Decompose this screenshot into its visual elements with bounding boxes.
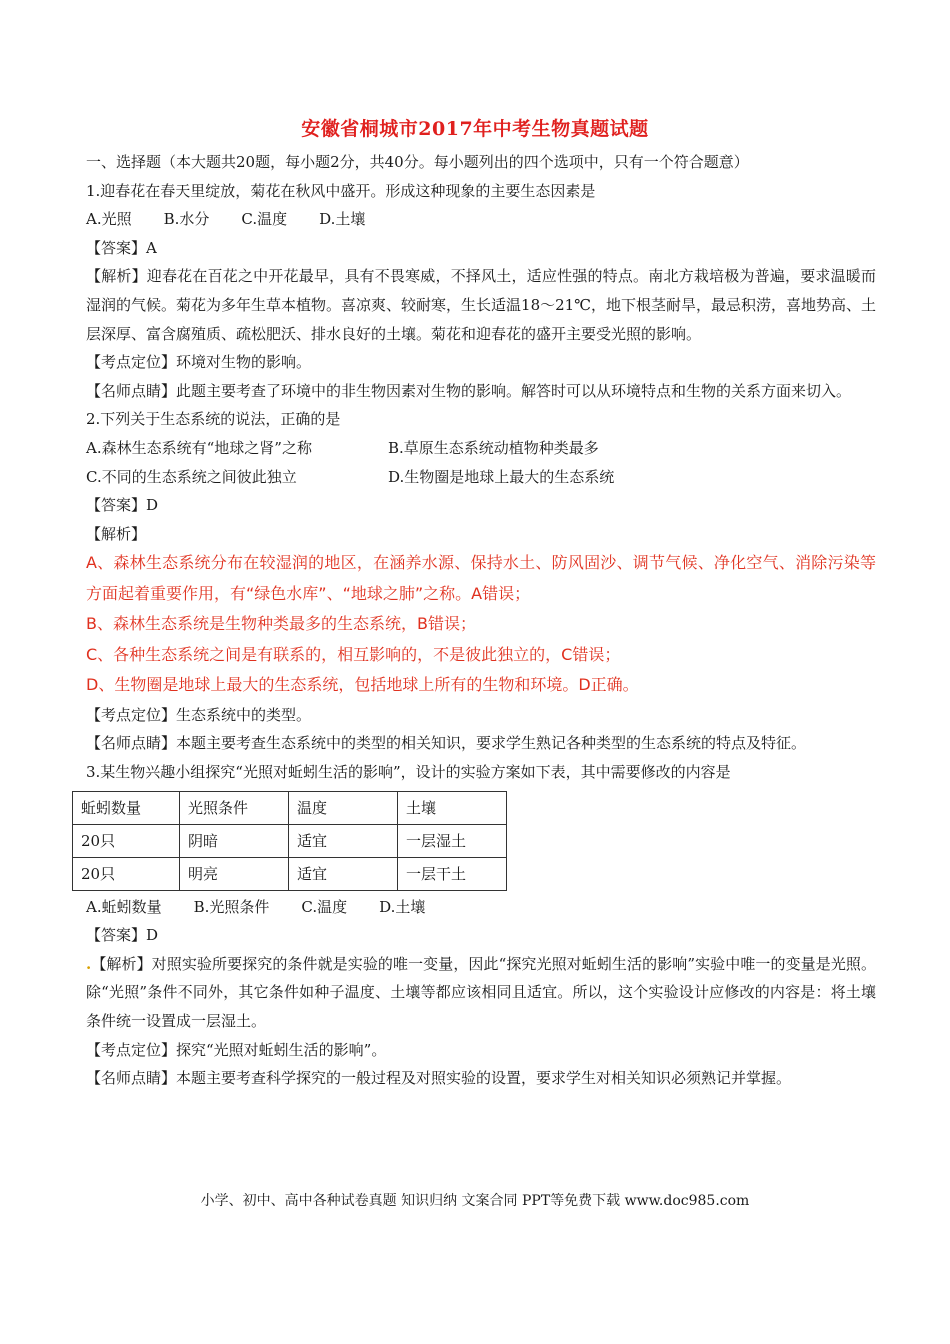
q1-stem: 1.迎春花在春天里绽放，菊花在秋风中盛开。形成这种现象的主要生态因素是: [86, 181, 596, 200]
q2-option-b: B.草原生态系统动植物种类最多: [388, 438, 599, 457]
table-cell: 明亮: [180, 857, 289, 890]
table-header-cell: 蚯蚓数量: [73, 791, 180, 824]
q1-point: 【考点定位】环境对生物的影响。: [86, 353, 312, 372]
q2-analysis-b: B、森林生态系统是生物种类最多的生态系统，B错误；: [86, 614, 476, 634]
q2-stem: 2.下列关于生态系统的说法，正确的是: [86, 410, 341, 429]
table-cell: 一层干土: [398, 857, 507, 890]
q2-answer: 【答案】D: [86, 496, 159, 515]
table-cell: 适宜: [289, 857, 398, 890]
section-heading: 一、选择题（本大题共20题，每小题2分，共40分。每小题列出的四个选项中，只有一个符合题意）: [86, 153, 749, 171]
q1-option-a: A.光照: [86, 210, 132, 229]
q3-stem: 3.某生物兴趣小组探究“光照对蚯蚓生活的影响”，设计的实验方案如下表，其中需要修改的内容是: [86, 763, 731, 781]
q2-analysis-label: 【解析】: [86, 524, 147, 543]
analysis-mark: .: [86, 954, 92, 973]
q2-option-a: A.森林生态系统有“地球之肾”之称: [86, 438, 312, 457]
page-footer: 小学、初中、高中各种试卷真题 知识归纳 文案合同 PPT等免费下载 www.doc985.com: [200, 1193, 750, 1209]
q1-analysis: 【解析】迎春花在百花之中开花最早，具有不畏寒威，不择风土，适应性强的特点。南北方栽培极为普遍，要求温暖而湿润的气候。菊花为多年生草本植物。喜凉爽、较耐寒，生长适温18～21℃，地下根茎耐旱，最忌积涝，喜地势高、土层深厚、富含腐殖质、疏松肥沃、排水良好的土壤。菊花和迎春花的盛开主要受光照的影响。: [86, 267, 876, 343]
q2-option-d: D.生物圈是地球上最大的生态系统: [388, 467, 615, 486]
document-title: 安徽省桐城市2017年中考生物真题试题: [301, 118, 649, 140]
table-cell: 一层湿土: [398, 824, 507, 857]
q2-analysis-d: D、生物圈是地球上最大的生态系统，包括地球上所有的生物和环境。D正确。: [86, 675, 639, 695]
q1-option-d: D.土壤: [319, 210, 366, 229]
q3-tip: 【名师点睛】本题主要考查科学探究的一般过程及对照实验的设置，要求学生对相关知识必须熟记并掌握。: [86, 1069, 792, 1088]
q3-analysis-text: 【解析】对照实验所要探究的条件就是实验的唯一变量，因此“探究光照对蚯蚓生活的影响”实验中唯一的变量是光照。除“光照”条件不同外，其它条件如种子温度、土壤等都应该相同且适宜。所以，这个实验设计应修改的内容是：将土壤条件统一设置成一层湿土。: [86, 954, 876, 1030]
table-cell: 20只: [73, 824, 180, 857]
q3-options: [86, 893, 876, 922]
q3-analysis: [86, 950, 876, 1036]
table-header-cell: 土壤: [398, 791, 507, 824]
q2-option-c: C.不同的生态系统之间彼此独立: [86, 467, 297, 486]
q3-option-d: D.土壤: [379, 897, 426, 916]
table-cell: 适宜: [289, 824, 398, 857]
table-cell: 20只: [73, 857, 180, 890]
table-row: [73, 857, 507, 890]
q2-analysis-a: A、森林生态系统分布在较湿润的地区，在涵养水源、保持水土、防风固沙、调节气候、净化空气、消除污染等方面起着重要作用，有“绿色水库”、“地球之肺”之称。A错误；: [86, 553, 876, 603]
document-body: [81, 148, 876, 1093]
q1-options: [86, 205, 876, 234]
q1-option-b: B.水分: [163, 210, 210, 229]
q2-analysis-c: C、各种生态系统之间是有联系的，相互影响的，不是彼此独立的，C错误；: [86, 644, 621, 664]
table-header-cell: 光照条件: [180, 791, 289, 824]
experiment-table: [72, 791, 507, 891]
q3-option-a: A.蚯蚓数量: [86, 897, 162, 916]
q3-option-c: C.温度: [301, 897, 348, 916]
q2-point: 【考点定位】生态系统中的类型。: [86, 705, 312, 724]
q3-point: 【考点定位】探究“光照对蚯蚓生活的影响”。: [86, 1040, 387, 1059]
q3-option-b: B.光照条件: [193, 897, 270, 916]
q2-options-row-2: [86, 463, 876, 492]
q2-options-row-1: [86, 434, 876, 463]
q2-tip: 【名师点睛】本题主要考查生态系统中的类型的相关知识，要求学生熟记各种类型的生态系统的特点及特征。: [86, 734, 807, 753]
q3-answer: 【答案】D: [86, 926, 159, 945]
table-row: [73, 824, 507, 857]
table-header-row: [73, 791, 507, 824]
q1-option-c: C.温度: [241, 210, 288, 229]
table-header-cell: 温度: [289, 791, 398, 824]
table-cell: 阴暗: [180, 824, 289, 857]
q1-answer: 【答案】A: [86, 238, 157, 257]
q1-tip: 【名师点睛】此题主要考查了环境中的非生物因素对生物的影响。解答时可以从环境特点和生物的关系方面来切入。: [86, 381, 852, 400]
